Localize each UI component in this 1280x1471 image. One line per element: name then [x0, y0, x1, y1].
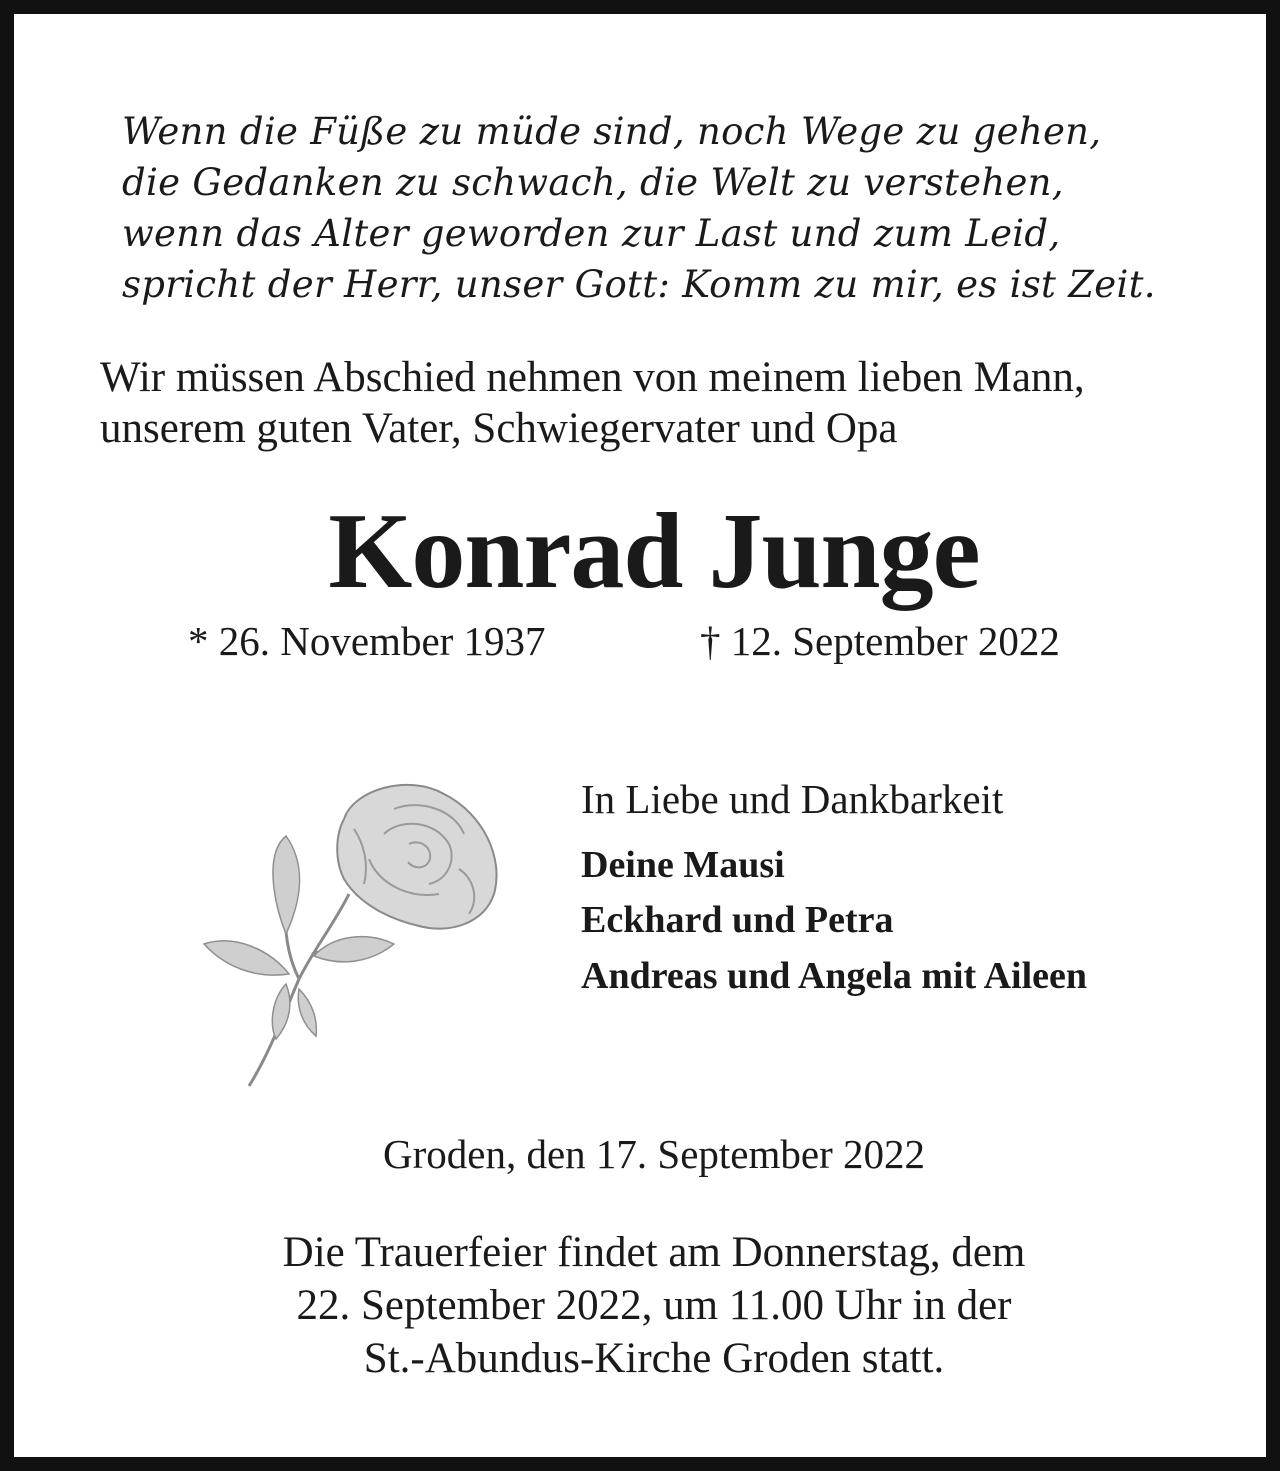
poem-line: wenn das Alter geworden zur Last und zum Leid,: [122, 212, 1061, 255]
death-date: † 12. September 2022: [700, 618, 1060, 664]
mourner-name: Eckhard und Petra: [581, 899, 894, 941]
funeral-line: 22. September 2022, um 11.00 Uhr in der: [296, 1282, 1012, 1329]
farewell-intro: [100, 352, 1085, 454]
funeral-line: St.-Abundus-Kirche Groden statt.: [363, 1335, 945, 1382]
birth-date: * 26. November 1937: [188, 618, 546, 664]
poem-verse: [122, 106, 1156, 310]
funeral-notice: [14, 1226, 1280, 1385]
poem-line: die Gedanken zu schwach, die Welt zu verstehen,: [122, 161, 1064, 204]
mourners-heading: In Liebe und Dankbarkeit: [581, 776, 1004, 822]
mourner-name: Deine Mausi: [581, 844, 785, 886]
rose-icon: [194, 774, 509, 1094]
intro-line: unserem guten Vater, Schwiegervater und Opa: [100, 405, 898, 452]
poem-line: spricht der Herr, unser Gott: Komm zu mir, es ist Zeit.: [122, 263, 1156, 306]
mourner-name: Andreas und Angela mit Aileen: [581, 955, 1088, 997]
place-and-date: Groden, den 17. September 2022: [383, 1131, 925, 1177]
poem-line: Wenn die Füße zu müde sind, noch Wege zu gehen,: [122, 110, 1102, 153]
deceased-name: Konrad Junge: [328, 492, 980, 611]
intro-line: Wir müssen Abschied nehmen von meinem lieben Mann,: [100, 354, 1085, 401]
funeral-line: Die Trauerfeier findet am Donnerstag, dem: [282, 1229, 1026, 1276]
